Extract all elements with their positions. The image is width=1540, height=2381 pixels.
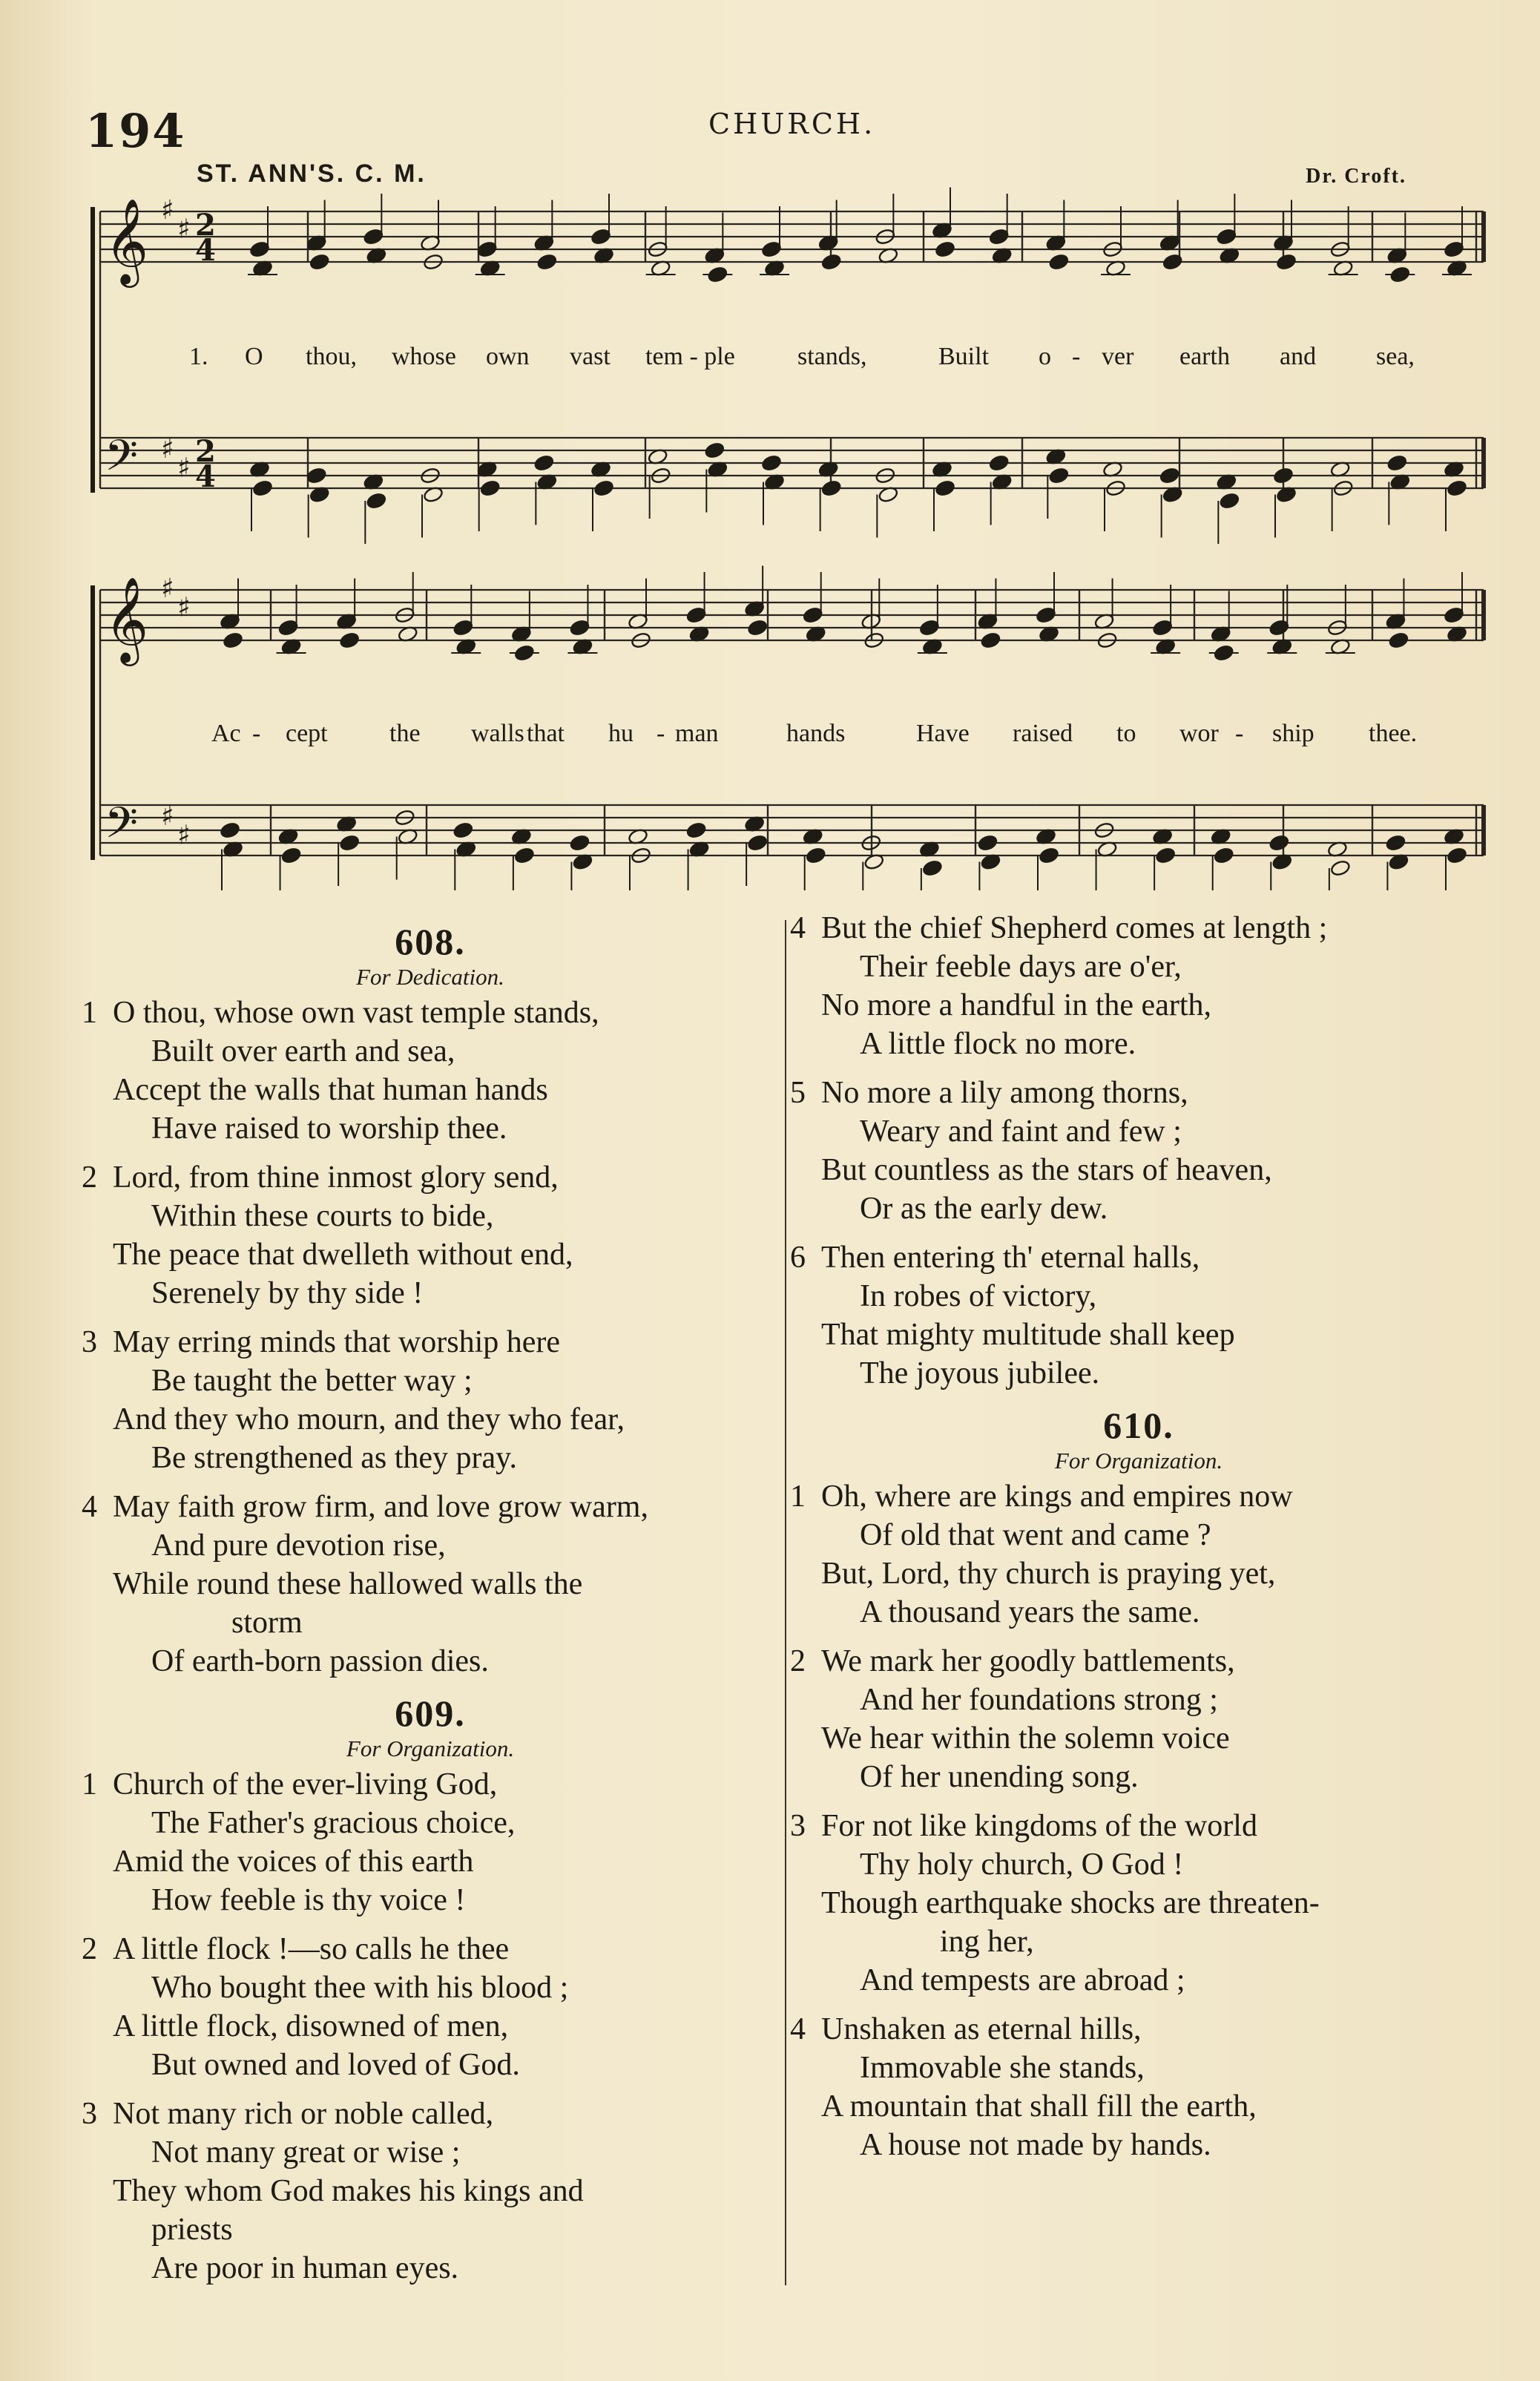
lyric-syllable: hu bbox=[608, 720, 634, 747]
time-signature-top: 2 bbox=[195, 434, 216, 469]
verse-line: They whom God makes his kings and bbox=[113, 2174, 584, 2208]
time-signature-bottom: 4 bbox=[195, 459, 216, 494]
lyric-syllable: Ac bbox=[211, 720, 241, 747]
verse-line: May faith grow firm, and love grow warm, bbox=[113, 1490, 648, 1524]
verse-line: And tempests are abroad ; bbox=[860, 1963, 1185, 1997]
note-head bbox=[1444, 240, 1464, 258]
note-head bbox=[363, 228, 384, 246]
hymn-number: 610. bbox=[1103, 1405, 1174, 1446]
verse-line: storm bbox=[231, 1606, 303, 1640]
verse-line: The peace that dwelleth without end, bbox=[113, 1238, 573, 1272]
note-head bbox=[514, 847, 535, 864]
verse-line: Within these courts to bide, bbox=[151, 1199, 494, 1233]
note-head bbox=[1388, 631, 1409, 649]
verse-line: Be taught the better way ; bbox=[151, 1364, 473, 1398]
verse-line: Then entering th' eternal halls, bbox=[821, 1241, 1200, 1275]
note-head bbox=[280, 847, 301, 864]
hymn-number: 608. bbox=[395, 921, 466, 962]
lyric-syllable: ver bbox=[1102, 343, 1134, 370]
note-head bbox=[685, 821, 706, 839]
stanza bbox=[790, 909, 1487, 1063]
stanza-number: 1 bbox=[82, 996, 97, 1030]
note-head bbox=[935, 240, 955, 258]
stanza-lines bbox=[113, 994, 779, 1148]
stanza-number: 2 bbox=[790, 1644, 806, 1678]
verse-line: The joyous jubilee. bbox=[860, 1356, 1100, 1390]
stanza bbox=[82, 1930, 779, 2084]
stanza-lines bbox=[821, 1477, 1487, 1632]
lyric-syllable: raised bbox=[1013, 720, 1073, 747]
verse-line: Weary and faint and few ; bbox=[860, 1114, 1182, 1149]
verse-line: Their feeble days are o'er, bbox=[860, 950, 1182, 984]
note-head bbox=[1039, 847, 1059, 864]
stanza bbox=[82, 1765, 779, 1919]
note-head bbox=[249, 240, 270, 258]
note-head bbox=[1048, 253, 1069, 271]
stanza-lines bbox=[113, 2095, 779, 2288]
note-head bbox=[1386, 454, 1407, 472]
sharp-sign: ♯ bbox=[161, 195, 174, 226]
stanza-number: 2 bbox=[82, 1160, 97, 1195]
lyric-syllable: Built bbox=[938, 343, 990, 370]
note-head bbox=[1447, 479, 1467, 497]
note-head bbox=[453, 619, 473, 637]
verse-line: Unshaken as eternal hills, bbox=[821, 2012, 1142, 2046]
note-head bbox=[339, 631, 360, 649]
note-head bbox=[590, 228, 611, 246]
verse-line: Not many great or wise ; bbox=[151, 2135, 461, 2170]
stanza-lines bbox=[821, 1074, 1487, 1228]
note-head bbox=[747, 619, 768, 637]
stanza-number: 5 bbox=[790, 1076, 806, 1110]
lyric-syllable: o bbox=[1039, 343, 1051, 370]
stanza-lines bbox=[113, 1158, 779, 1313]
note-head bbox=[366, 492, 386, 510]
stanza-lines bbox=[113, 1765, 779, 1919]
note-head bbox=[533, 454, 554, 472]
stanza-lines bbox=[821, 1238, 1487, 1393]
stanza-number: 1 bbox=[790, 1479, 806, 1514]
lyric-syllable: vast bbox=[570, 343, 611, 370]
note-head bbox=[1214, 847, 1234, 864]
hymn-occasion: For Organization. bbox=[346, 1735, 515, 1761]
stanza-number: 3 bbox=[790, 1809, 806, 1843]
note-head bbox=[1444, 606, 1464, 624]
lyric-syllable: O bbox=[245, 343, 263, 370]
verse-line: For not like kingdoms of the world bbox=[821, 1809, 1257, 1843]
note-head bbox=[977, 834, 998, 852]
verse-line: A thousand years the same. bbox=[860, 1595, 1200, 1629]
note-head bbox=[1216, 228, 1237, 246]
lyric-syllable: - bbox=[252, 720, 261, 747]
verse-line: While round these hallowed walls the bbox=[113, 1567, 583, 1601]
note-head bbox=[1152, 619, 1173, 637]
stanza bbox=[790, 1074, 1487, 1228]
tune-name: ST. ANN'S. C. M. bbox=[197, 160, 427, 188]
bass-clef: 𝄢 bbox=[105, 430, 139, 491]
stanza bbox=[82, 1323, 779, 1477]
lyric-syllable: sea, bbox=[1376, 343, 1415, 370]
lyric-syllable: cept bbox=[286, 720, 328, 747]
sharp-sign: ♯ bbox=[177, 453, 191, 484]
note-head bbox=[685, 606, 706, 624]
column-divider bbox=[785, 920, 786, 2285]
verse-line: And they who mourn, and they who fear, bbox=[113, 1402, 625, 1436]
verse-line: Of old that went and came ? bbox=[860, 1518, 1211, 1552]
stanza-number: 3 bbox=[82, 1325, 97, 1359]
lyric-syllable: that bbox=[527, 720, 565, 747]
lyric-syllable: to bbox=[1116, 720, 1136, 747]
verse-line: A little flock no more. bbox=[860, 1027, 1136, 1061]
stanza bbox=[82, 2095, 779, 2288]
lyric-syllable: stands, bbox=[797, 343, 867, 370]
verse-line: Church of the ever-living God, bbox=[113, 1767, 498, 1802]
verse-line: Accept the walls that human hands bbox=[113, 1073, 548, 1107]
verse-line: But, Lord, thy church is praying yet, bbox=[821, 1557, 1276, 1591]
running-head: CHURCH. bbox=[708, 108, 876, 140]
verse-line: Not many rich or noble called, bbox=[113, 2097, 494, 2131]
verse-line: Have raised to worship thee. bbox=[151, 1111, 507, 1146]
note-head bbox=[1273, 467, 1294, 485]
sharp-sign: ♯ bbox=[177, 820, 191, 851]
note-head bbox=[309, 253, 330, 271]
note-head bbox=[803, 606, 823, 624]
lyric-syllable: hands bbox=[786, 720, 846, 747]
verse-line: Who bought thee with his blood ; bbox=[151, 1971, 569, 2005]
stanza bbox=[790, 1477, 1487, 1632]
verse-line: And pure devotion rise, bbox=[151, 1528, 446, 1563]
stanza bbox=[82, 1488, 779, 1681]
note-head bbox=[1048, 467, 1069, 485]
verse-line: And her foundations strong ; bbox=[860, 1683, 1218, 1717]
time-signature-top: 2 bbox=[195, 208, 216, 243]
note-head bbox=[1159, 467, 1180, 485]
note-head bbox=[919, 619, 940, 637]
stanza-number: 3 bbox=[82, 2097, 97, 2131]
note-head bbox=[306, 467, 327, 485]
note-head bbox=[1447, 847, 1467, 864]
stanza bbox=[790, 1807, 1487, 2000]
treble-clef: 𝄞 bbox=[105, 576, 149, 663]
stanza bbox=[790, 2010, 1487, 2164]
note-head bbox=[761, 454, 782, 472]
verse-line: A little flock, disowned of men, bbox=[113, 2009, 509, 2043]
verse-line: No more a handful in the earth, bbox=[821, 988, 1211, 1022]
note-head bbox=[935, 479, 955, 497]
stanza bbox=[82, 1158, 779, 1313]
note-head bbox=[569, 834, 590, 852]
note-head bbox=[922, 859, 943, 877]
verse-line: A little flock !—so calls he thee bbox=[113, 1932, 510, 1966]
stanza-lines bbox=[113, 1930, 779, 2084]
sharp-sign: ♯ bbox=[161, 434, 174, 464]
hymn-occasion: For Dedication. bbox=[356, 964, 504, 990]
verse-line: Serenely by thy side ! bbox=[151, 1276, 424, 1310]
verse-line: Though earthquake shocks are threaten- bbox=[821, 1886, 1320, 1920]
verse-line: We mark her goodly battlements, bbox=[821, 1644, 1235, 1678]
stanza-number: 4 bbox=[790, 911, 806, 945]
treble-clef: 𝄞 bbox=[105, 197, 149, 284]
verse-line: Thy holy church, O God ! bbox=[860, 1848, 1184, 1882]
lyric-syllable: own bbox=[486, 343, 530, 370]
sharp-sign: ♯ bbox=[161, 574, 174, 604]
note-head bbox=[1268, 619, 1289, 637]
lyric-syllable: 1. bbox=[189, 343, 208, 370]
note-head bbox=[569, 619, 590, 637]
right-column bbox=[790, 909, 1487, 2175]
lyric-syllable: whose bbox=[392, 343, 456, 370]
note-head bbox=[477, 240, 498, 258]
page-number: 194 bbox=[85, 104, 186, 158]
verse-line: Lord, from thine inmost glory send, bbox=[113, 1160, 559, 1195]
stanza bbox=[790, 1642, 1487, 1796]
note-head bbox=[747, 834, 768, 852]
lyric-syllable: - bbox=[1072, 343, 1081, 370]
verse-line: Built over earth and sea, bbox=[151, 1034, 455, 1068]
verse-line: Be strengthened as they pray. bbox=[151, 1441, 517, 1475]
verse-line: The Father's gracious choice, bbox=[151, 1806, 516, 1840]
stanza-number: 4 bbox=[790, 2012, 806, 2046]
lyric-syllable: earth bbox=[1179, 343, 1230, 370]
music-score bbox=[0, 0, 1540, 890]
bass-clef: 𝄢 bbox=[105, 798, 139, 858]
verse-line: Or as the early dew. bbox=[860, 1192, 1108, 1226]
stanza-number: 1 bbox=[82, 1767, 97, 1802]
note-head bbox=[453, 821, 473, 839]
note-head bbox=[1219, 492, 1240, 510]
composer: Dr. Croft. bbox=[1306, 165, 1406, 188]
lyric-syllable: ship bbox=[1272, 720, 1314, 747]
time-signature-bottom: 4 bbox=[195, 233, 216, 268]
stanza-lines bbox=[821, 1807, 1487, 2000]
lyric-syllable: thee. bbox=[1369, 720, 1418, 747]
stanza-number: 6 bbox=[790, 1241, 806, 1275]
note-head bbox=[223, 631, 243, 649]
verse-line: But the chief Shepherd comes at length ; bbox=[821, 911, 1328, 945]
sharp-sign: ♯ bbox=[161, 801, 174, 832]
note-head bbox=[252, 479, 273, 497]
note-head bbox=[277, 619, 298, 637]
note-head bbox=[480, 479, 501, 497]
hymn-occasion: For Organization. bbox=[1054, 1448, 1223, 1474]
stanza bbox=[790, 1238, 1487, 1393]
note-head bbox=[704, 441, 725, 459]
verse-line: We hear within the solemn voice bbox=[821, 1721, 1230, 1756]
verse-line: But owned and loved of God. bbox=[151, 2048, 520, 2082]
verse-line: A house not made by hands. bbox=[860, 2128, 1211, 2162]
verse-line: ing her, bbox=[940, 1925, 1034, 1959]
lyric-syllable: tem - ple bbox=[645, 343, 735, 370]
verse-line: Of earth-born passion dies. bbox=[151, 1644, 489, 1678]
note-head bbox=[980, 631, 1001, 649]
lyric-syllable: wor bbox=[1179, 720, 1219, 747]
stanza-lines bbox=[113, 1323, 779, 1477]
stanza-number: 2 bbox=[82, 1932, 97, 1966]
verse-line: Are poor in human eyes. bbox=[151, 2251, 459, 2285]
note-head bbox=[1155, 847, 1176, 864]
note-head bbox=[1330, 859, 1351, 877]
hymn-number: 609. bbox=[395, 1692, 466, 1734]
note-head bbox=[821, 253, 842, 271]
note-head bbox=[761, 240, 782, 258]
verse-line: Immovable she stands, bbox=[860, 2051, 1145, 2085]
lyric-syllable: walls bbox=[471, 720, 524, 747]
verse-line: priests bbox=[151, 2213, 233, 2247]
lyric-syllable: Have bbox=[916, 720, 970, 747]
stanza-number: 4 bbox=[82, 1490, 97, 1524]
note-head bbox=[593, 479, 614, 497]
stanza bbox=[82, 994, 779, 1148]
lyric-syllable: the bbox=[389, 720, 421, 747]
verse-line: A mountain that shall fill the earth, bbox=[821, 2089, 1257, 2124]
note-head bbox=[989, 228, 1010, 246]
lyric-syllable: - bbox=[1235, 720, 1244, 747]
sharp-sign: ♯ bbox=[177, 592, 191, 623]
sharp-sign: ♯ bbox=[177, 214, 191, 245]
stanza-lines bbox=[821, 909, 1487, 1063]
note-head bbox=[536, 253, 557, 271]
note-head bbox=[1036, 606, 1056, 624]
note-head bbox=[1268, 834, 1289, 852]
verse-line: Of her unending song. bbox=[860, 1760, 1139, 1794]
verse-line: But countless as the stars of heaven, bbox=[821, 1153, 1272, 1187]
stanza-lines bbox=[821, 1642, 1487, 1796]
note-head bbox=[220, 821, 240, 839]
note-head bbox=[1276, 253, 1297, 271]
stanza-lines bbox=[113, 1488, 779, 1681]
note-head bbox=[1385, 834, 1406, 852]
verse-line: Amid the voices of this earth bbox=[113, 1845, 474, 1879]
lyric-syllable: thou, bbox=[306, 343, 357, 370]
note-head bbox=[989, 454, 1010, 472]
lyric-syllable: man bbox=[675, 720, 719, 747]
verse-line: That mighty multitude shall keep bbox=[821, 1318, 1235, 1352]
verse-line: No more a lily among thorns, bbox=[821, 1076, 1188, 1110]
lyric-syllable: - bbox=[657, 720, 665, 747]
note-head bbox=[806, 847, 826, 864]
verse-line: In robes of victory, bbox=[860, 1279, 1097, 1313]
verse-line: Oh, where are kings and empires now bbox=[821, 1479, 1293, 1514]
lyric-syllable: and bbox=[1280, 343, 1317, 370]
verse-line: O thou, whose own vast temple stands, bbox=[113, 996, 599, 1030]
note-head bbox=[821, 479, 842, 497]
left-column bbox=[82, 909, 779, 2298]
note-head bbox=[339, 834, 360, 852]
verse-line: How feeble is thy voice ! bbox=[151, 1883, 466, 1917]
verse-line: May erring minds that worship here bbox=[113, 1325, 561, 1359]
stanza-lines bbox=[821, 2010, 1487, 2164]
